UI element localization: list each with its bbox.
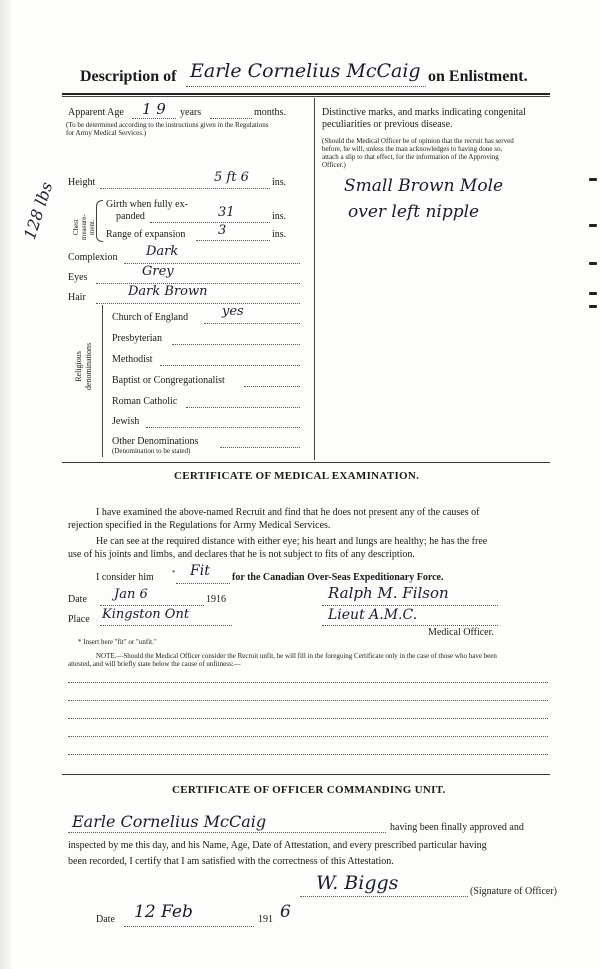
edge-mark — [589, 262, 597, 265]
chest-brace — [96, 200, 103, 242]
age-label: Apparent Age — [68, 107, 124, 118]
commanding-line-2: inspected by me this day, and his Name, Age, Date of Attestation, and every prescribed particular having — [68, 840, 487, 851]
religion-rule — [146, 427, 300, 428]
distinctive-note-2: before, he will, unless the man acknowledges to having done so, — [322, 145, 503, 153]
complexion-label: Complexion — [68, 252, 118, 263]
consider-label: I consider him — [96, 572, 154, 583]
consider-suffix: for the Canadian Over-Seas Expeditionary Force. — [232, 572, 444, 583]
distinctive-note-3: attach a slip to that effect, for the information of the Approving — [322, 153, 499, 161]
consider-value: Fit — [190, 563, 210, 579]
religion-side-label: Religious denominations — [74, 342, 93, 390]
girth-unit: ins. — [272, 211, 287, 222]
commanding-year-written: 6 — [280, 902, 291, 922]
religion-other: Other Denominations — [112, 436, 199, 447]
unfitness-line — [68, 700, 548, 701]
medical-officer-rank: Lieut A.M.C. — [328, 607, 418, 623]
religion-rule — [220, 447, 300, 448]
distinctive-marks-line-1: Small Brown Mole — [344, 176, 504, 196]
medical-heading: CERTIFICATE OF MEDICAL EXAMINATION. — [174, 470, 420, 482]
range-value: 3 — [218, 223, 227, 238]
medical-paragraph-1-cont: rejection specified in the Regulations for Army Medical Services. — [68, 520, 331, 531]
religion-rule — [204, 323, 300, 324]
range-unit: ins. — [272, 229, 287, 240]
edge-mark — [589, 224, 597, 227]
hair-rule — [96, 303, 300, 304]
distinctive-heading: Distinctive marks, and marks indicating congenital — [322, 107, 526, 118]
commanding-heading: CERTIFICATE OF OFFICER COMMANDING UNIT. — [172, 784, 446, 796]
medical-note: NOTE.—Should the Medical Officer consider the Recruit unfit, he will fill in the foregoing Certificate only in the case of those who have been — [96, 652, 497, 660]
commanding-signature-rule — [300, 896, 468, 897]
rank-rule — [322, 625, 498, 626]
name-rule — [186, 86, 426, 87]
commanding-line-3: been recorded, I certify that I am satisfied with the correctness of this Attestation. — [68, 856, 394, 867]
title-suffix: on Enlistment. — [428, 68, 528, 85]
edge-mark — [589, 292, 597, 295]
religion-rule — [172, 344, 300, 345]
months-label: months. — [254, 107, 286, 118]
height-value: 5 ft 6 — [214, 170, 249, 185]
religion-rule — [186, 407, 300, 408]
girth-value: 31 — [218, 205, 235, 220]
religion-baptist: Baptist or Congregationalist — [112, 375, 225, 386]
medical-date-label: Date — [68, 594, 87, 605]
title-prefix: Description of — [80, 68, 177, 85]
distinctive-note: (Should the Medical Officer be of opinion that the recruit has served — [322, 137, 514, 145]
age-note-2: for Army Medical Services.) — [66, 129, 147, 137]
months-rule — [210, 118, 252, 119]
religion-methodist: Methodist — [112, 354, 153, 365]
column-divider — [314, 98, 315, 460]
girth-label: Girth when fully ex- — [106, 199, 188, 210]
height-label: Height — [68, 177, 96, 188]
denomination-note: (Denomination to be stated) — [112, 447, 191, 455]
age-value: 1 9 — [142, 100, 166, 118]
commanding-date-value: 12 Feb — [134, 902, 193, 922]
distinctive-note-4: Officer.) — [322, 161, 346, 169]
height-unit: ins. — [272, 177, 287, 188]
range-rule — [196, 240, 270, 241]
medical-paragraph-2: He can see at the required distance with either eye; his heart and lungs are healthy; he has the free — [96, 536, 488, 547]
religion-jewish: Jewish — [112, 416, 140, 427]
commanding-officer-signature: W. Biggs — [316, 872, 399, 894]
hair-value: Dark Brown — [128, 284, 208, 299]
unfitness-line — [68, 718, 548, 719]
hair-label: Hair — [68, 292, 86, 303]
consider-asterisk: * — [172, 569, 176, 577]
edge-mark — [589, 305, 597, 308]
height-rule — [100, 188, 270, 189]
commanding-date-rule — [124, 926, 254, 927]
girth-rule — [150, 222, 270, 223]
church-of-england-mark: yes — [222, 304, 244, 319]
place-rule — [100, 625, 232, 626]
signature-of-officer-label: (Signature of Officer) — [470, 886, 558, 897]
weight-note: 128 lbs — [20, 179, 57, 242]
religion-roman-catholic: Roman Catholic — [112, 396, 178, 407]
medical-date-value: Jan 6 — [114, 587, 148, 602]
religion-rule — [244, 386, 300, 387]
recruit-name-handwritten: Earle Cornelius McCaig — [190, 60, 421, 82]
commanding-recruit-name: Earle Cornelius McCaig — [72, 812, 267, 831]
unfitness-line — [68, 736, 548, 737]
religion-presbyterian: Presbyterian — [112, 333, 162, 344]
commanding-name-rule — [68, 832, 386, 833]
edge-mark — [589, 178, 597, 181]
scan-edge-shadow — [0, 0, 14, 969]
medical-year: 1916 — [206, 594, 226, 605]
insert-note: * Insert here "fit" or "unfit." — [78, 638, 157, 646]
unfitness-line — [68, 754, 548, 755]
header-rule-thin — [62, 96, 550, 97]
commanding-year-printed: 191 — [258, 914, 273, 925]
age-note: (To be determined according to the instructions given in the Regulations — [66, 121, 269, 129]
medical-paragraph-2-cont: use of his joints and limbs, and declares that he is not subject to fits of any description. — [68, 549, 415, 560]
commanding-line-1-suffix: having been finally approved and — [390, 822, 524, 833]
medical-note-2: attested, and will briefly state below the cause of unfitness:— — [68, 660, 241, 668]
signature-rule — [322, 605, 498, 606]
range-label: Range of expansion — [106, 229, 186, 240]
place-label: Place — [68, 614, 90, 625]
girth-label-2: panded — [116, 211, 145, 222]
commanding-date-label: Date — [96, 914, 115, 925]
consider-rule — [176, 583, 230, 584]
complexion-value: Dark — [146, 244, 179, 259]
section-rule — [62, 462, 550, 463]
chest-side-label: Chest measure- ment. — [72, 214, 96, 240]
religion-church-of-england: Church of England — [112, 312, 189, 323]
medical-officer-signature: Ralph M. Filson — [328, 584, 449, 602]
eyes-value: Grey — [142, 264, 174, 279]
medical-date-rule — [100, 605, 204, 606]
distinctive-heading-2: peculiarities or previous disease. — [322, 119, 453, 130]
religion-rule — [160, 365, 300, 366]
section-rule — [62, 774, 550, 775]
place-value: Kingston Ont — [102, 607, 190, 622]
header-rule — [62, 93, 550, 95]
age-rule — [132, 118, 176, 119]
years-label: years — [180, 107, 202, 118]
medical-paragraph-1: I have examined the above-named Recruit and find that he does not present any of the causes of — [96, 507, 480, 518]
eyes-label: Eyes — [68, 272, 88, 283]
unfitness-line — [68, 682, 548, 683]
distinctive-marks-line-2: over left nipple — [348, 202, 480, 222]
medical-officer-label: Medical Officer. — [428, 627, 494, 638]
